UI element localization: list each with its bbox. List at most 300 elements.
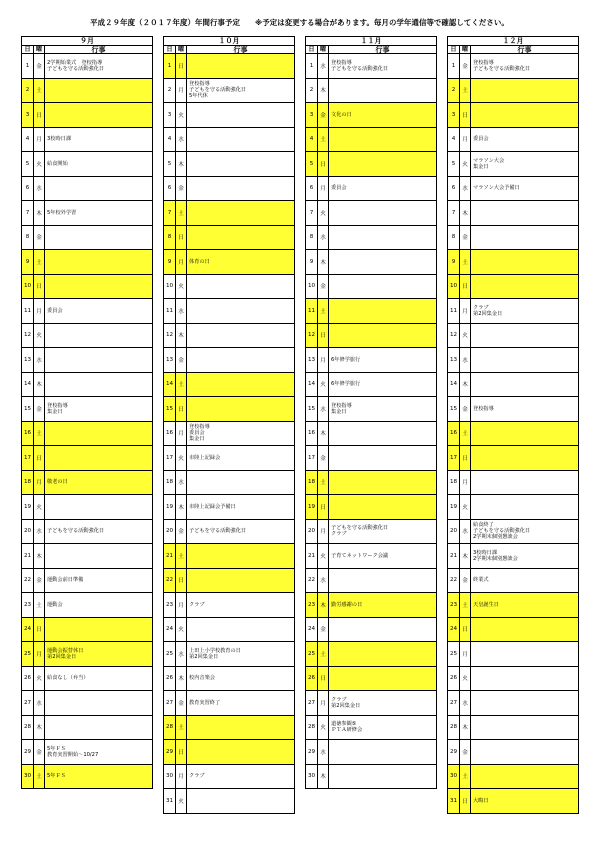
day-number: 23 [306, 593, 318, 617]
weekday-cell: 土 [34, 79, 45, 103]
day-number: 22 [306, 569, 318, 593]
day-number: 11 [448, 299, 460, 323]
weekday-cell: 火 [34, 495, 45, 519]
weekday-cell: 水 [34, 691, 45, 715]
event-cell [471, 691, 578, 715]
weekday-cell: 水 [460, 691, 471, 715]
weekday-cell: 木 [460, 373, 471, 397]
day-number: 23 [448, 593, 460, 617]
weekday-cell: 金 [460, 226, 471, 250]
day-number: 28 [22, 716, 34, 740]
event-cell [187, 593, 294, 617]
weekday-cell: 火 [176, 789, 187, 813]
event-line: 文化の日 [331, 111, 352, 118]
day-number: 14 [448, 373, 460, 397]
day-row [21, 740, 153, 765]
event-cell [45, 471, 152, 495]
event-cell [329, 79, 436, 103]
day-row [447, 495, 579, 520]
day-number: 18 [164, 471, 176, 495]
event-cell [187, 397, 294, 421]
weekday-cell: 火 [318, 373, 329, 397]
day-number: 4 [22, 128, 34, 152]
day-number: 27 [164, 691, 176, 715]
weekday-cell: 火 [176, 275, 187, 299]
day-number: 20 [448, 520, 460, 544]
event-cell [45, 446, 152, 470]
page-title: 平成２９年度（２０１７年度）年間行事予定 ※予定は変更する場合があります。毎月の学年通信等で確認してください。 [90, 18, 509, 27]
day-row [305, 79, 437, 104]
weekday-cell: 金 [460, 397, 471, 421]
event-line: 教育実習開始～10/27 [47, 751, 99, 758]
event-cell [329, 422, 436, 446]
event-line: 勤労感謝の日 [331, 601, 363, 608]
event-cell [187, 544, 294, 568]
day-number: 21 [22, 544, 34, 568]
weekday-cell: 木 [34, 544, 45, 568]
event-line: 登校指導 [47, 402, 68, 409]
weekday-cell: 土 [176, 373, 187, 397]
day-row [21, 275, 153, 300]
day-row [163, 103, 295, 128]
weekday-cell: 日 [34, 618, 45, 642]
day-number: 19 [22, 495, 34, 519]
day-number: 30 [306, 765, 318, 789]
weekday-cell: 月 [176, 250, 187, 274]
event-cell [471, 373, 578, 397]
day-row [21, 373, 153, 398]
event-cell [329, 495, 436, 519]
event-cell [329, 250, 436, 274]
weekday-cell: 日 [176, 397, 187, 421]
day-row [447, 128, 579, 153]
event-cell [45, 397, 152, 421]
day-number: 18 [22, 471, 34, 495]
day-row [447, 348, 579, 373]
day-row [21, 667, 153, 692]
day-row [305, 471, 437, 496]
event-cell [329, 201, 436, 225]
weekday-cell: 月 [318, 177, 329, 201]
event-cell [471, 520, 578, 544]
event-cell [187, 250, 294, 274]
day-number: 16 [22, 422, 34, 446]
calendar-grid [21, 36, 580, 822]
event-cell [187, 128, 294, 152]
day-row [21, 495, 153, 520]
weekday-cell: 月 [34, 642, 45, 666]
event-cell [187, 103, 294, 127]
weekday-cell: 火 [318, 716, 329, 740]
event-cell [471, 128, 578, 152]
day-number: 29 [448, 740, 460, 764]
day-number: 22 [448, 569, 460, 593]
day-number: 26 [306, 667, 318, 691]
event-cell [187, 79, 294, 103]
weekday-cell: 木 [318, 422, 329, 446]
day-row [21, 716, 153, 741]
event-cell [45, 226, 152, 250]
event-cell [187, 446, 294, 470]
event-cell [45, 128, 152, 152]
event-cell [45, 103, 152, 127]
weekday-cell: 火 [460, 152, 471, 176]
event-cell [471, 495, 578, 519]
event-line: 市陸上記録会予備日 [189, 503, 236, 510]
day-row [21, 618, 153, 643]
column-header-row [305, 45, 437, 54]
weekday-cell: 土 [34, 250, 45, 274]
event-line: 子どもを守る活動強化日 [473, 528, 531, 535]
weekday-cell: 木 [318, 79, 329, 103]
event-line: 委員会 [47, 307, 63, 314]
day-row [163, 691, 295, 716]
event-cell [471, 177, 578, 201]
day-row [163, 324, 295, 349]
event-cell [471, 544, 578, 568]
day-number: 20 [164, 520, 176, 544]
event-line: 上田上小学校教育の日 [189, 647, 241, 654]
day-number: 25 [306, 642, 318, 666]
weekday-cell: 土 [460, 250, 471, 274]
day-number: 9 [22, 250, 34, 274]
day-number: 13 [448, 348, 460, 372]
weekday-cell: 日 [318, 495, 329, 519]
day-row [447, 740, 579, 765]
weekday-cell: 月 [176, 593, 187, 617]
event-cell [329, 177, 436, 201]
day-header: 日 [164, 46, 176, 53]
day-row [305, 226, 437, 251]
weekday-cell: 金 [34, 740, 45, 764]
weekday-cell: 水 [460, 348, 471, 372]
weekday-cell: 土 [460, 422, 471, 446]
event-line: 委員会 [473, 136, 489, 143]
day-row [305, 593, 437, 618]
day-row [447, 397, 579, 422]
weekday-cell: 金 [176, 520, 187, 544]
weekday-cell: 日 [318, 324, 329, 348]
day-row [305, 324, 437, 349]
event-cell [187, 348, 294, 372]
event-cell [329, 765, 436, 789]
weekday-cell: 水 [176, 128, 187, 152]
day-number: 11 [22, 299, 34, 323]
day-row [21, 324, 153, 349]
day-row [163, 495, 295, 520]
day-row [447, 618, 579, 643]
weekday-cell: 火 [34, 324, 45, 348]
day-row [163, 765, 295, 790]
weekday-header: 曜 [176, 46, 187, 53]
day-number: 8 [164, 226, 176, 250]
weekday-cell: 月 [176, 765, 187, 789]
day-row [163, 520, 295, 545]
event-line: 集金日 [47, 408, 63, 415]
events-header: 行事 [91, 46, 106, 54]
day-row [21, 520, 153, 545]
event-cell [45, 54, 152, 78]
event-cell [471, 299, 578, 323]
day-row [305, 54, 437, 79]
event-cell [329, 54, 436, 78]
day-row [163, 422, 295, 447]
day-number: 8 [448, 226, 460, 250]
event-line: 子育てネットワーク会議 [331, 552, 389, 559]
day-row [447, 324, 579, 349]
weekday-cell: 土 [176, 201, 187, 225]
day-row [21, 348, 153, 373]
day-number: 6 [164, 177, 176, 201]
day-number: 12 [164, 324, 176, 348]
weekday-cell: 木 [318, 765, 329, 789]
day-row [163, 79, 295, 104]
event-cell [471, 446, 578, 470]
day-row [163, 789, 295, 814]
event-line: 5年校外学習 [47, 209, 77, 216]
day-header: 日 [448, 46, 460, 53]
day-number: 17 [448, 446, 460, 470]
event-cell [45, 642, 152, 666]
weekday-header: 曜 [34, 46, 45, 53]
event-line: 登校指導 [189, 81, 210, 88]
event-line: 子どもを守る活動強化日 [47, 65, 105, 72]
day-header: 日 [306, 46, 318, 53]
event-line: 登校指導 [189, 424, 210, 431]
day-number: 3 [448, 103, 460, 127]
day-number: 29 [164, 740, 176, 764]
event-line: 3校時日課 [47, 136, 72, 143]
weekday-cell: 火 [176, 446, 187, 470]
weekday-cell: 土 [460, 593, 471, 617]
day-row [447, 103, 579, 128]
month-header: ９月 [21, 36, 153, 45]
day-row [21, 299, 153, 324]
day-number: 6 [306, 177, 318, 201]
day-number: 12 [448, 324, 460, 348]
column-header-row [21, 45, 153, 54]
day-number: 15 [448, 397, 460, 421]
day-row [163, 275, 295, 300]
month-column [21, 36, 153, 822]
month-table [163, 36, 295, 805]
event-cell [471, 226, 578, 250]
weekday-cell: 木 [176, 324, 187, 348]
day-number: 4 [164, 128, 176, 152]
day-number: 25 [164, 642, 176, 666]
weekday-cell: 木 [460, 544, 471, 568]
day-number: 9 [164, 250, 176, 274]
day-row [305, 716, 437, 741]
day-row [447, 250, 579, 275]
event-cell [329, 226, 436, 250]
weekday-cell: 月 [176, 422, 187, 446]
event-cell [187, 152, 294, 176]
day-number: 12 [306, 324, 318, 348]
day-row [163, 740, 295, 765]
weekday-cell: 木 [34, 373, 45, 397]
weekday-cell: 木 [460, 201, 471, 225]
day-number: 21 [306, 544, 318, 568]
day-number: 30 [164, 765, 176, 789]
day-number: 14 [306, 373, 318, 397]
day-number: 9 [306, 250, 318, 274]
weekday-cell: 月 [34, 471, 45, 495]
day-number: 22 [164, 569, 176, 593]
day-number: 8 [306, 226, 318, 250]
weekday-cell: 金 [34, 397, 45, 421]
event-line: 運動会 [47, 601, 63, 608]
day-number: 28 [306, 716, 318, 740]
event-line: 第2回集金日 [473, 310, 503, 317]
day-row [447, 299, 579, 324]
event-cell [187, 299, 294, 323]
event-cell [471, 765, 578, 789]
weekday-cell: 土 [34, 422, 45, 446]
day-number: 23 [164, 593, 176, 617]
event-cell [471, 593, 578, 617]
event-line: 第2回集金日 [189, 653, 219, 660]
weekday-cell: 金 [34, 226, 45, 250]
weekday-cell: 火 [318, 201, 329, 225]
weekday-cell: 火 [460, 324, 471, 348]
event-cell [187, 789, 294, 813]
day-number: 5 [22, 152, 34, 176]
weekday-cell: 土 [318, 471, 329, 495]
weekday-cell: 土 [460, 79, 471, 103]
event-cell [187, 495, 294, 519]
day-row [305, 422, 437, 447]
day-number: 27 [306, 691, 318, 715]
weekday-cell: 木 [176, 495, 187, 519]
event-line: 2学期始業式 登校指導 [47, 59, 103, 66]
day-row [447, 373, 579, 398]
weekday-cell: 日 [34, 446, 45, 470]
day-number: 11 [306, 299, 318, 323]
weekday-cell: 水 [318, 569, 329, 593]
day-row [305, 201, 437, 226]
day-number: 14 [164, 373, 176, 397]
event-cell [471, 397, 578, 421]
day-number: 24 [306, 618, 318, 642]
event-line: クラブ [473, 304, 489, 311]
day-number: 20 [22, 520, 34, 544]
day-row [163, 569, 295, 594]
day-row [163, 299, 295, 324]
day-number: 2 [164, 79, 176, 103]
day-row [21, 250, 153, 275]
event-cell [187, 618, 294, 642]
event-cell [471, 716, 578, 740]
day-row [447, 54, 579, 79]
weekday-cell: 水 [34, 520, 45, 544]
event-cell [45, 495, 152, 519]
day-number: 11 [164, 299, 176, 323]
event-cell [187, 740, 294, 764]
event-cell [187, 765, 294, 789]
day-row [163, 593, 295, 618]
weekday-cell: 日 [176, 569, 187, 593]
event-cell [45, 324, 152, 348]
day-row [305, 152, 437, 177]
weekday-cell: 月 [460, 299, 471, 323]
month-column [447, 36, 579, 822]
day-row [447, 691, 579, 716]
event-line: 登校指導 [331, 402, 352, 409]
weekday-cell: 火 [176, 618, 187, 642]
day-row [21, 177, 153, 202]
day-number: 31 [164, 789, 176, 813]
day-row [163, 618, 295, 643]
weekday-cell: 火 [34, 152, 45, 176]
day-header: 日 [22, 46, 34, 53]
weekday-cell: 火 [176, 103, 187, 127]
weekday-cell: 木 [176, 152, 187, 176]
day-row [447, 520, 579, 545]
event-cell [471, 471, 578, 495]
events-header: 行事 [517, 46, 532, 54]
event-cell [187, 275, 294, 299]
day-row [447, 471, 579, 496]
event-cell [45, 544, 152, 568]
weekday-cell: 月 [460, 128, 471, 152]
events-header: 行事 [375, 46, 390, 54]
day-number: 30 [448, 765, 460, 789]
event-line: 5年ＦＳ [47, 745, 66, 752]
weekday-cell: 日 [460, 789, 471, 813]
event-line: 子どもを守る活動強化日 [331, 65, 389, 72]
event-cell [471, 275, 578, 299]
event-cell [471, 201, 578, 225]
event-cell [329, 520, 436, 544]
day-number: 23 [22, 593, 34, 617]
day-row [447, 642, 579, 667]
day-number: 10 [164, 275, 176, 299]
day-row [447, 789, 579, 814]
day-row [447, 716, 579, 741]
day-number: 14 [22, 373, 34, 397]
event-cell [187, 54, 294, 78]
day-number: 7 [22, 201, 34, 225]
day-row [305, 495, 437, 520]
day-row [21, 54, 153, 79]
event-cell [45, 569, 152, 593]
day-number: 19 [164, 495, 176, 519]
weekday-cell: 月 [34, 128, 45, 152]
day-row [305, 740, 437, 765]
event-cell [187, 471, 294, 495]
day-number: 26 [448, 667, 460, 691]
weekday-cell: 日 [176, 226, 187, 250]
event-cell [45, 250, 152, 274]
event-cell [329, 544, 436, 568]
day-row [305, 250, 437, 275]
event-cell [45, 618, 152, 642]
day-row [447, 422, 579, 447]
day-number: 5 [164, 152, 176, 176]
day-row [305, 618, 437, 643]
event-line: 大晦日 [473, 797, 489, 804]
event-cell [471, 348, 578, 372]
weekday-cell: 土 [318, 128, 329, 152]
weekday-cell: 土 [34, 765, 45, 789]
day-row [163, 226, 295, 251]
event-cell [45, 716, 152, 740]
event-cell [187, 422, 294, 446]
day-number: 1 [448, 54, 460, 78]
event-cell [45, 275, 152, 299]
event-line: 子どもを守る活動強化日 [189, 528, 247, 535]
